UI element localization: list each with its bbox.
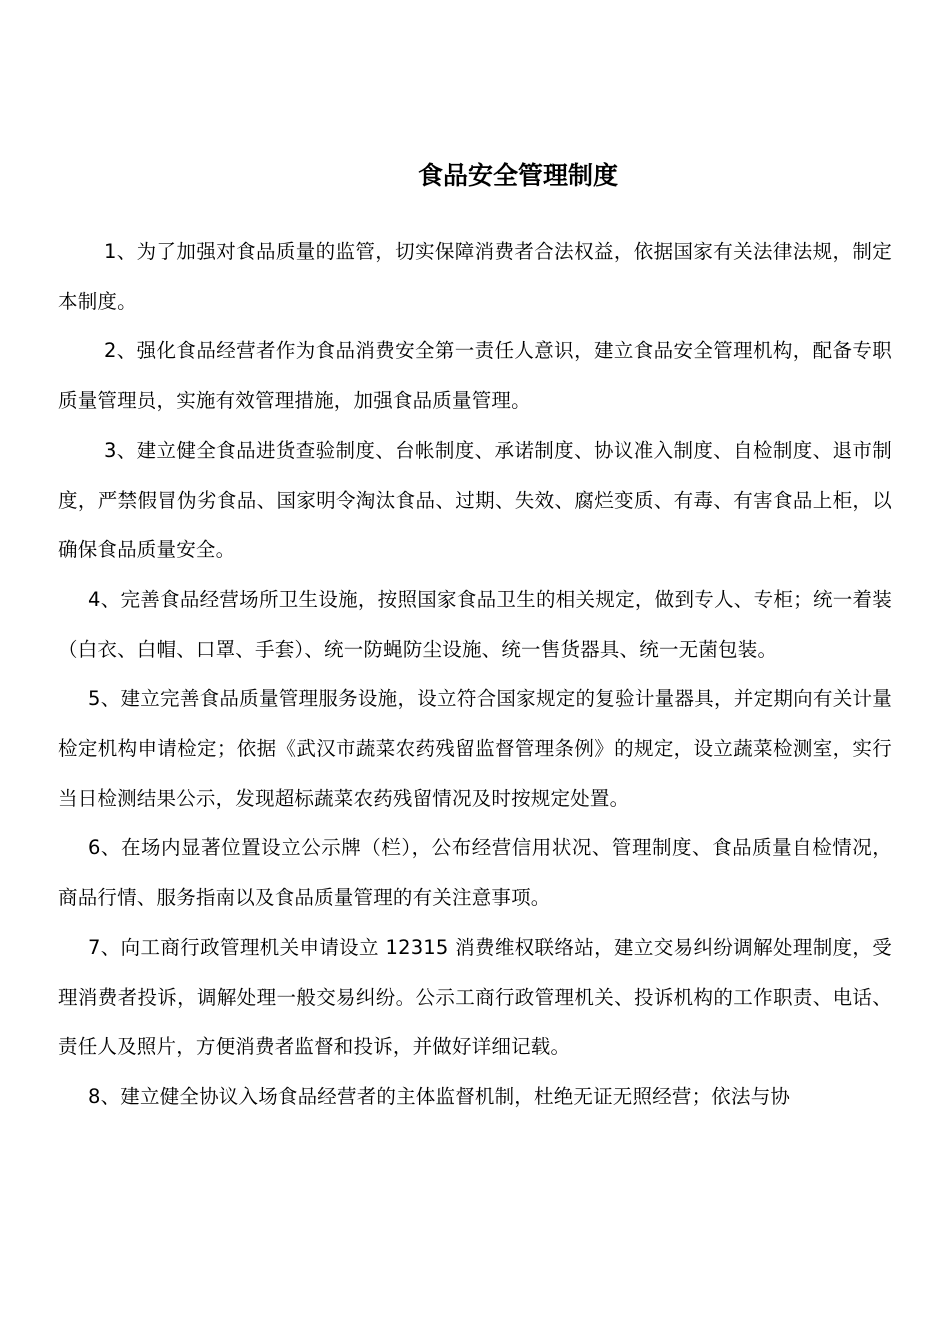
document-title: 食品安全管理制度 [417,161,618,190]
paragraph-3: 3、建立健全食品进货查验制度、台帐制度、承诺制度、协议准入制度、自检制度、退市制度，严禁假冒伪劣食品、国家明令淘汰食品、过期、失效、腐烂变质、有毒、有害食品上柜，以确保食品质量安全。 [58,438,892,562]
paragraph-5: 5、建立完善食品质量管理服务设施，设立符合国家规定的复验计量器具，并定期向有关计量检定机构申请检定；依据《武汉市蔬菜农药残留监督管理条例》的规定，设立蔬菜检测室，实行当日检测结果公示，发现超标蔬菜农药残留情况及时按规定处置。 [58,687,892,810]
paragraph-7: 7、向工商行政管理机关申请设立 12315 消费维权联络站，建立交易纠纷调解处理制度，受理消费者投诉，调解处理一般交易纠纷。公示工商行政管理机关、投诉机构的工作职责、电话、责任人及照片，方便消费者监督和投诉，并做好详细记载。 [58,935,892,1059]
paragraph-8: 8、建立健全协议入场食品经营者的主体监督机制，杜绝无证无照经营；依法与协 [88,1084,791,1108]
paragraph-1: 1、为了加强对食品质量的监管，切实保障消费者合法权益，依据国家有关法律法规，制定本制度。 [58,240,892,313]
paragraph-4: 4、完善食品经营场所卫生设施，按照国家食品卫生的相关规定，做到专人、专柜；统一着装（白衣、白帽、口罩、手套）、统一防蝇防尘设施、统一售货器具、统一无菌包装。 [58,587,892,661]
paragraph-2: 2、强化食品经营者作为食品消费安全第一责任人意识，建立食品安全管理机构，配备专职质量管理员，实施有效管理措施，加强食品质量管理。 [58,339,892,413]
paragraph-6: 6、在场内显著位置设立公示牌（栏），公布经营信用状况、管理制度、食品质量自检情况，商品行情、服务指南以及食品质量管理的有关注意事项。 [58,836,892,910]
document-body [58,227,892,1122]
